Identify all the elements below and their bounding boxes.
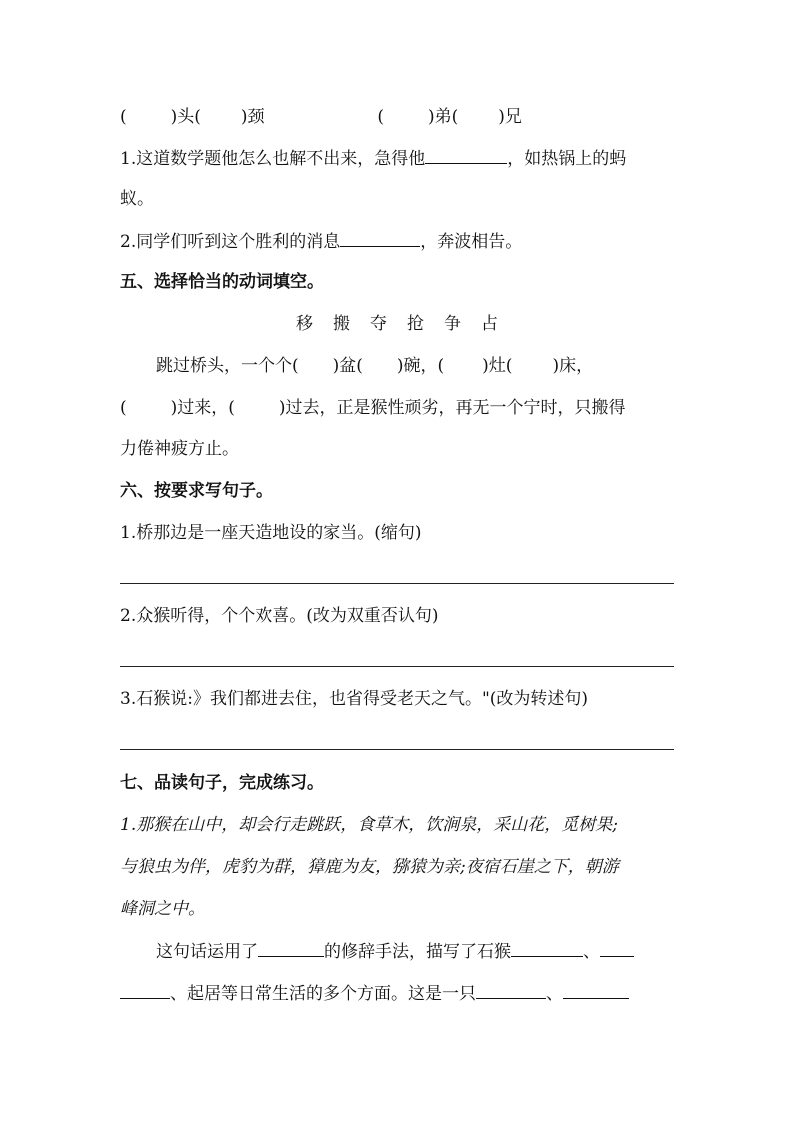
verb-option: 占 — [481, 314, 498, 334]
passage-text: ( — [120, 398, 127, 418]
question-line-2 — [120, 982, 629, 1005]
question-line-1 — [156, 940, 634, 963]
verb-option: 移 — [296, 314, 313, 334]
answer-blank[interactable] — [600, 940, 634, 957]
passage-text: 跳过桥头，一个个( — [156, 356, 299, 376]
answer-blank[interactable] — [340, 230, 420, 247]
question-text: 、 — [583, 942, 600, 962]
word-pair-row — [120, 106, 522, 128]
passage-text: )盆( — [332, 356, 363, 376]
sentence-text: 1.这道数学题他怎么也解不出来，急得他 — [120, 149, 426, 169]
task-2: 2.众猴听得，个个欢喜。(改为双重否认句) — [120, 606, 439, 626]
passage-line-1 — [156, 355, 593, 377]
pair-text: )兄 — [498, 107, 522, 127]
answer-blank[interactable] — [563, 982, 629, 999]
pair-left — [120, 107, 270, 127]
paren-open: ( — [377, 107, 384, 127]
question-text: 、起居等日常生活的多个方面。这是一只 — [170, 984, 476, 1004]
answer-line[interactable] — [120, 666, 674, 667]
answer-blank[interactable] — [425, 147, 507, 164]
task-1: 1.桥那边是一座天造地设的家当。(缩句) — [120, 523, 422, 543]
verb-choices — [296, 313, 518, 335]
quote-line-3: 峰洞之中。 — [120, 899, 205, 919]
answer-line[interactable] — [120, 583, 674, 584]
verb-option: 夺 — [370, 314, 387, 334]
answer-blank[interactable] — [120, 982, 170, 999]
quote-line-1: 1.那猴在山中，却会行走跳跃，食草木，饮涧泉，采山花，觅树果; — [120, 815, 618, 835]
sentence-text: ，奔波相告。 — [420, 232, 523, 252]
verb-option: 抢 — [407, 314, 424, 334]
pair-text: )弟( — [428, 107, 459, 127]
passage-text: )过来，( — [170, 398, 235, 418]
answer-blank[interactable] — [258, 940, 324, 957]
section-7-title: 七、品读句子，完成练习。 — [120, 773, 324, 793]
fill-sentence-1-cont: 蚁。 — [120, 189, 154, 209]
pair-text: )颈 — [240, 107, 265, 127]
sentence-text: ，如热锅上的蚂 — [507, 149, 627, 169]
verb-option: 搬 — [333, 314, 350, 334]
section-6-title: 六、按要求写句子。 — [120, 481, 273, 501]
passage-text: )过去，正是猴性顽劣，再无一个宁时，只搬得 — [278, 398, 626, 418]
task-3: 3.石猴说:》我们都进去住，也省得受老天之气。"(改为转述句) — [120, 689, 589, 709]
pair-text: )头( — [170, 107, 201, 127]
fill-sentence-2 — [120, 230, 522, 253]
passage-text: )碗，( — [396, 356, 445, 376]
answer-blank[interactable] — [476, 982, 546, 999]
passage-line-2 — [120, 397, 626, 419]
verb-option: 争 — [444, 314, 461, 334]
section-5-title: 五、选择恰当的动词填空。 — [120, 272, 324, 292]
sentence-text: 2.同学们听到这个胜利的消息 — [120, 232, 341, 252]
passage-line-3: 力倦神疲方止。 — [120, 439, 239, 459]
passage-text: )灶( — [482, 356, 513, 376]
question-text: 、 — [546, 984, 563, 1004]
quote-line-2: 与狼虫为伴，虎豹为群，獐鹿为友，猕猿为亲;夜宿石崖之下，朝游 — [120, 857, 619, 877]
passage-text: )床， — [552, 356, 594, 376]
question-text: 的修辞手法，描写了石猴 — [324, 942, 511, 962]
question-text: 这句话运用了 — [156, 942, 258, 962]
answer-line[interactable] — [120, 749, 674, 750]
fill-sentence-1 — [120, 147, 626, 170]
pair-right — [377, 107, 522, 127]
paren-open: ( — [120, 107, 127, 127]
answer-blank[interactable] — [511, 940, 583, 957]
